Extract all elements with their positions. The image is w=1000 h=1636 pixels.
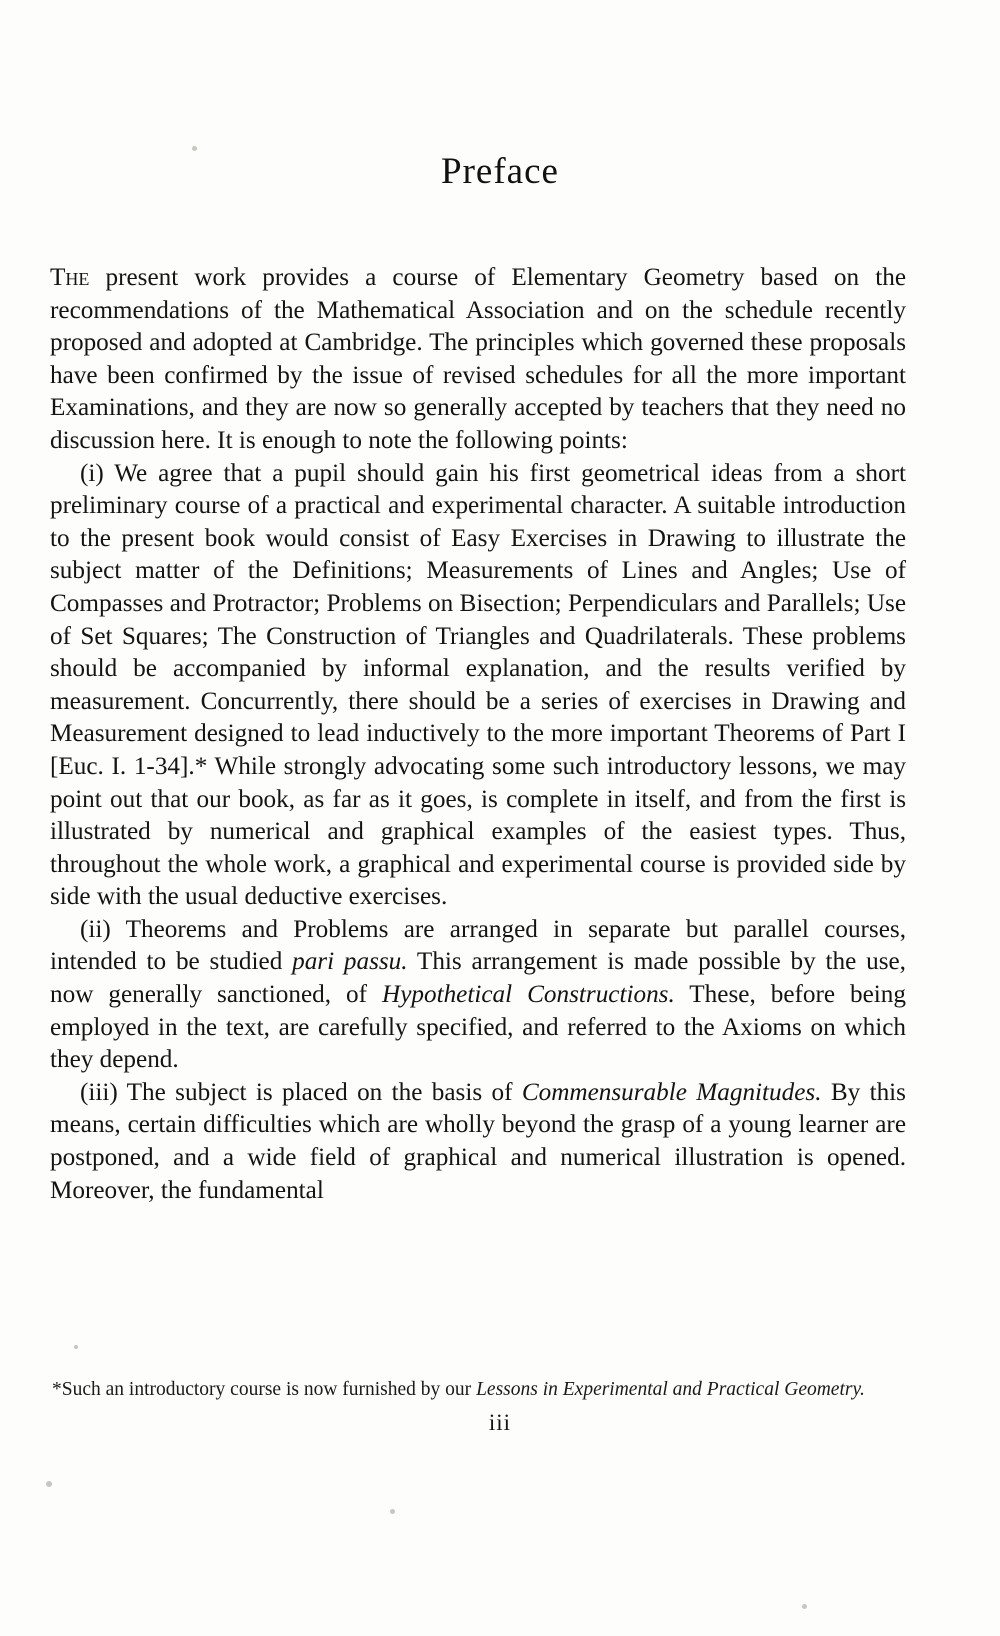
paragraph-3-seg-2: pari passu.	[292, 948, 408, 976]
paragraph-4-seg-2: Commensurable Magnitudes.	[521, 1078, 822, 1106]
body-text	[50, 262, 906, 1207]
paragraph-1	[50, 262, 906, 458]
paragraph-1-text: present work provides a course of Elementary Geometry based on the recommendations of the Mathematical Association and on the schedule recently proposed and adopted at Cambridge. The principles which governed these proposals have been confirmed by the issue of revised schedules for all the more important Examinations, and they are now so generally accepted by teachers that they need no discussion here. It is enough to note the following points:	[50, 264, 906, 454]
page-speck	[192, 146, 197, 151]
page-speck	[74, 1345, 78, 1349]
paragraph-3-seg-4: Hypothetical Constructions.	[382, 981, 675, 1009]
page-speck	[46, 1481, 52, 1487]
paragraph-3-seg-1: (ii) Theorems and Problems are arranged in separate but parallel courses, intended to be studied	[50, 915, 906, 976]
page-speck	[390, 1509, 395, 1514]
paragraph-4-seg-1: (iii) The subject is placed on the basis of	[80, 1078, 522, 1106]
footnote-seg-1: *Such an introductory course is now furnished by our	[52, 1379, 477, 1400]
paragraph-4	[50, 1077, 906, 1207]
paragraph-2: (i) We agree that a pupil should gain his first geometrical ideas from a short preliminary course of a practical and experimental character. A suitable introduction to the present book would consist of Easy Exercises in Drawing to illustrate the subject matter of the Definitions; Measurements of Lines and Angles; Use of Compasses and Protractor; Problems on Bisection; Perpendiculars and Parallels; Use of Set Squares; The Construction of Triangles and Quadrilaterals. These problems should be accompanied by informal explanation, and the results verified by measurement. Concurrently, there should be a series of exercises in Drawing and Measurement designed to lead inductively to the more important Theorems of Part I [Euc. I. 1-34].* While strongly advocating some such introductory lessons, we may point out that our book, as far as it goes, is complete in itself, and from the first is illustrated by numerical and graphical examples of the easiest types. Thus, throughout the whole work, a graphical and experimental course is provided side by side with the usual deductive exercises.	[50, 459, 906, 911]
page-title: Preface	[441, 151, 559, 192]
page-number: iii	[488, 1410, 512, 1435]
paragraph-3-seg-5: These, before being employed in the text, are carefully specified, and referred to the Axioms on which they depend.	[50, 981, 906, 1074]
page-speck	[802, 1604, 807, 1609]
footnote-seg-2: Lessons in Experimental and Practical Geometry.	[476, 1379, 865, 1400]
paragraph-1-lead: The	[50, 264, 90, 291]
paragraph-4-seg-3: By this means, certain difficulties which are wholly beyond the grasp of a young learner are postponed, and a wide field of graphical and numerical illustration is opened. Moreover, the fundamental	[50, 1078, 906, 1204]
footnote	[52, 1376, 908, 1403]
paragraph-3-seg-3: This arrangement is made possible by the use, now generally sanctioned, of	[50, 948, 906, 1009]
paragraph-3	[50, 914, 906, 1077]
